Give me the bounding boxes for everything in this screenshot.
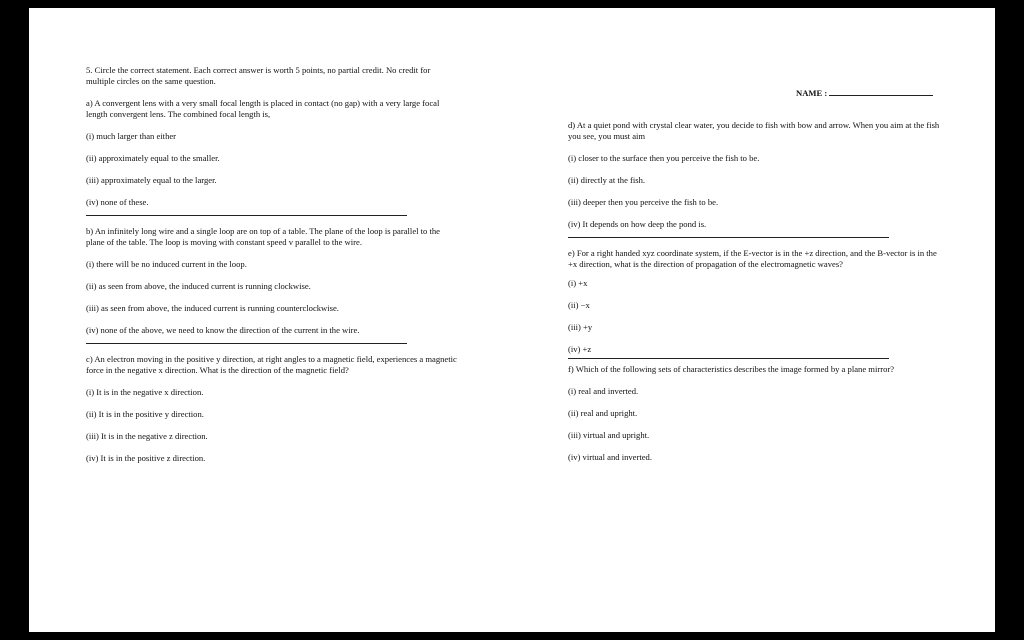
question-f-option-2[interactable]: (ii) real and upright.	[568, 408, 638, 418]
question-b-option-4[interactable]: (iv) none of the above, we need to know the direction of the current in the wire.	[86, 325, 360, 335]
question-c-option-4[interactable]: (iv) It is in the positive z direction.	[86, 453, 206, 463]
divider	[568, 358, 889, 359]
question-d-option-1[interactable]: (i) closer to the surface then you perceive the fish to be.	[568, 153, 760, 163]
question-a-option-4[interactable]: (iv) none of these.	[86, 197, 149, 207]
question-a-option-2[interactable]: (ii) approximately equal to the smaller.	[86, 153, 220, 163]
question-d-option-4[interactable]: (iv) It depends on how deep the pond is.	[568, 219, 707, 229]
question-a-stem: a) A convergent lens with a very small focal length is placed in contact (no gap) with a very large focal length convergent lens. The combined focal length is,	[86, 98, 440, 119]
question-c-option-1[interactable]: (i) It is in the negative x direction.	[86, 387, 204, 397]
left-column	[86, 65, 458, 475]
question-f-option-1[interactable]: (i) real and inverted.	[568, 386, 639, 396]
question-e-option-2[interactable]: (ii) −x	[568, 300, 590, 310]
question-d-option-2[interactable]: (ii) directly at the fish.	[568, 175, 646, 185]
instructions: 5. Circle the correct statement. Each correct answer is worth 5 points, no partial credit. No credit for multiple circles on the same question.	[86, 65, 431, 86]
question-b-stem: b) An infinitely long wire and a single loop are on top of a table. The plane of the loop is parallel to the plane of the table. The loop is moving with constant speed v parallel to the wire.	[86, 226, 441, 247]
question-e-stem: e) For a right handed xyz coordinate system, if the E-vector is in the +z direction, and the B-vector is in the +x direction, what is the direction of propagation of the electromagnetic waves?	[568, 248, 937, 269]
right-column	[568, 120, 940, 474]
name-label: NAME :	[796, 88, 828, 98]
question-f-stem: f) Which of the following sets of characteristics describes the image formed by a plane mirror?	[568, 364, 895, 374]
worksheet-page	[29, 8, 995, 632]
question-d-stem: d) At a quiet pond with crystal clear water, you decide to fish with bow and arrow. When you aim at the fish you see, you must aim	[568, 120, 940, 141]
question-f-option-4[interactable]: (iv) virtual and inverted.	[568, 452, 652, 462]
question-d-option-3[interactable]: (iii) deeper then you perceive the fish to be.	[568, 197, 719, 207]
divider	[86, 343, 407, 344]
divider	[568, 237, 889, 238]
question-b-option-2[interactable]: (ii) as seen from above, the induced current is running clockwise.	[86, 281, 311, 291]
question-b-option-1[interactable]: (i) there will be no induced current in the loop.	[86, 259, 247, 269]
question-c-stem: c) An electron moving in the positive y direction, at right angles to a magnetic field, experiences a magnetic force in the negative x direction. What is the direction of the magnetic field?	[86, 354, 457, 375]
question-a-option-1[interactable]: (i) much larger than either	[86, 131, 177, 141]
question-f-option-3[interactable]: (iii) virtual and upright.	[568, 430, 650, 440]
name-blank-line[interactable]	[829, 87, 933, 96]
question-c-option-3[interactable]: (iii) It is in the negative z direction.	[86, 431, 208, 441]
question-c-option-2[interactable]: (ii) It is in the positive y direction.	[86, 409, 204, 419]
name-field[interactable]	[796, 87, 933, 99]
question-e-option-4[interactable]: (iv) +z	[568, 344, 592, 354]
divider	[86, 215, 407, 216]
question-a-option-3[interactable]: (iii) approximately equal to the larger.	[86, 175, 217, 185]
question-b-option-3[interactable]: (iii) as seen from above, the induced current is running counterclockwise.	[86, 303, 339, 313]
question-e-option-3[interactable]: (iii) +y	[568, 322, 593, 332]
question-e-option-1[interactable]: (i) +x	[568, 278, 588, 288]
